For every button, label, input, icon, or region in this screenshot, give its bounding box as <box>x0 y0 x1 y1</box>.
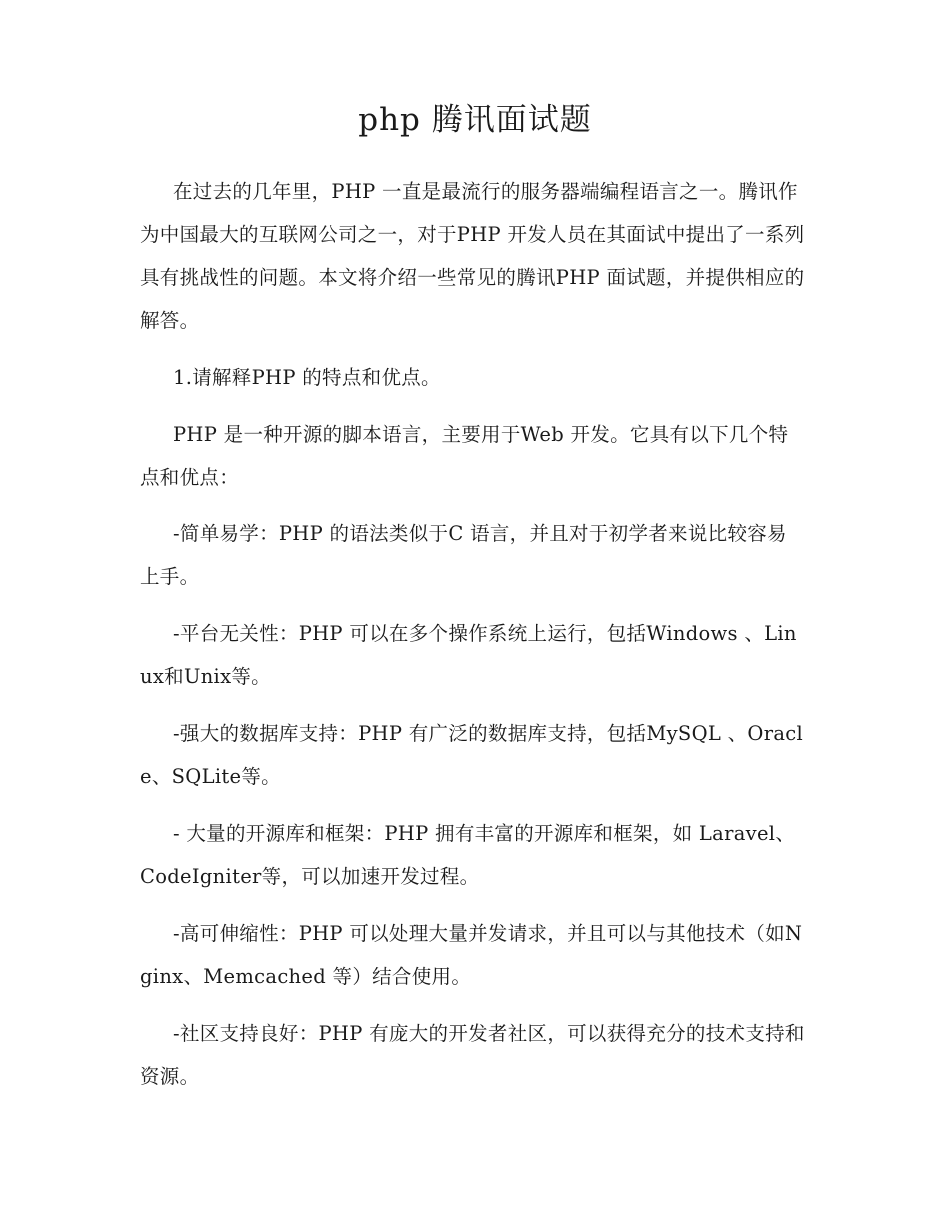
feature-platform-independent: -平台无关性：PHP 可以在多个操作系统上运行，包括Windows 、Linux和Unix等。 <box>140 622 797 688</box>
answer-paragraph: PHP 是一种开源的脚本语言，主要用于Web 开发。它具有以下几个特点和优点： <box>140 423 789 489</box>
feature-database-support: -强大的数据库支持：PHP 有广泛的数据库支持，包括MySQL 、Oracle、SQLite等。 <box>140 722 804 788</box>
intro-paragraph: 在过去的几年里，PHP 一直是最流行的服务器端编程语言之一。腾讯作为中国最大的互联网公司之一，对于PHP 开发人员在其面试中提出了一系列具有挑战性的问题。本文将介绍一些常见的腾讯PHP 面试题，并提供相应的解答。 <box>140 180 805 332</box>
feature-libraries-frameworks: - 大量的开源库和框架：PHP 拥有丰富的开源库和框架，如 Laravel、CodeIgniter等，可以加速开发过程。 <box>140 822 796 888</box>
question-heading: 1.请解释PHP 的特点和优点。 <box>173 366 441 389</box>
document-title: php 腾讯面试题 <box>358 102 592 138</box>
feature-community-support: -社区支持良好：PHP 有庞大的开发者社区，可以获得充分的技术支持和资源。 <box>140 1022 805 1088</box>
feature-easy-to-learn: -简单易学：PHP 的语法类似于C 语言，并且对于初学者来说比较容易上手。 <box>140 522 787 588</box>
feature-scalability: -高可伸缩性：PHP 可以处理大量并发请求，并且可以与其他技术（如Nginx、Memcached 等）结合使用。 <box>140 922 803 988</box>
